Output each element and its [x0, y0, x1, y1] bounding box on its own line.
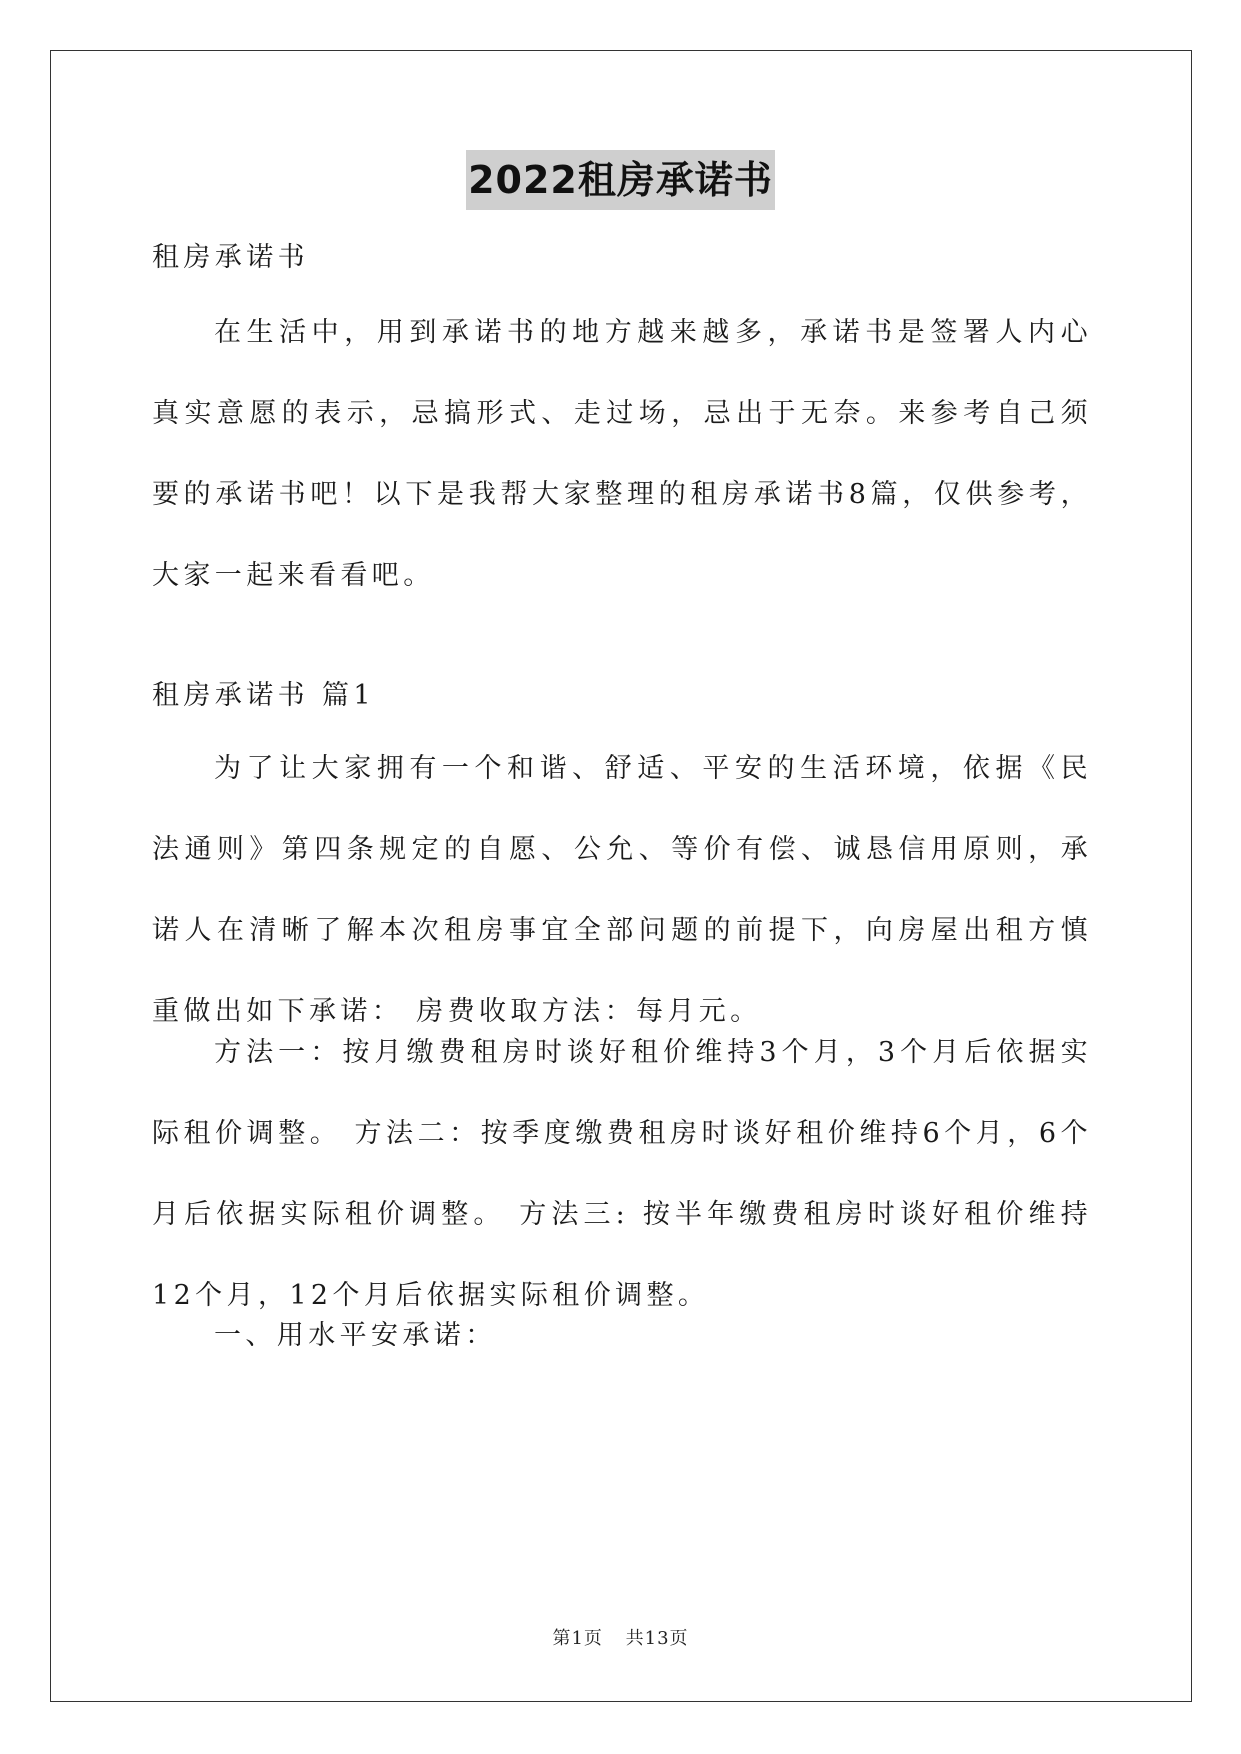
page-footer	[0, 1624, 1241, 1650]
body-paragraph-2: 方法一：按月缴费租房时谈好租价维持3个月，3个月后依据实际租价调整。 方法二：按季度缴费租房时谈好租价维持6个月，6个月后依据实际租价调整。 方法三: 按半年缴费租房时谈好租价维持12个月，12个月后依据实际租价调整。	[152, 1037, 1092, 1311]
section-heading: 租房承诺书 篇1	[152, 680, 375, 711]
subtitle: 租房承诺书	[152, 242, 309, 273]
body-paragraph-3: 一、用水平安承诺：	[214, 1320, 497, 1351]
page-number: 第1页	[552, 1628, 603, 1649]
title-container	[0, 150, 1241, 210]
page-total: 共13页	[625, 1628, 689, 1649]
body-paragraph-1: 为了让大家拥有一个和谐、舒适、平安的生活环境，依据《民法通则》第四条规定的自愿、公允、等价有偿、诚恳信用原则，承诺人在清晰了解本次租房事宜全部问题的前提下，向房屋出租方慎重做出如下承诺： 房费收取方法：每月元。	[152, 753, 1092, 1027]
document-title: 2022租房承诺书	[466, 150, 775, 210]
intro-paragraph: 在生活中，用到承诺书的地方越来越多，承诺书是签署人内心真实意愿的表示，忌搞形式、走过场，忌出于无奈。来参考自己须要的承诺书吧！以下是我帮大家整理的租房承诺书8篇，仅供参考，大家一起来看看吧。	[152, 317, 1092, 591]
